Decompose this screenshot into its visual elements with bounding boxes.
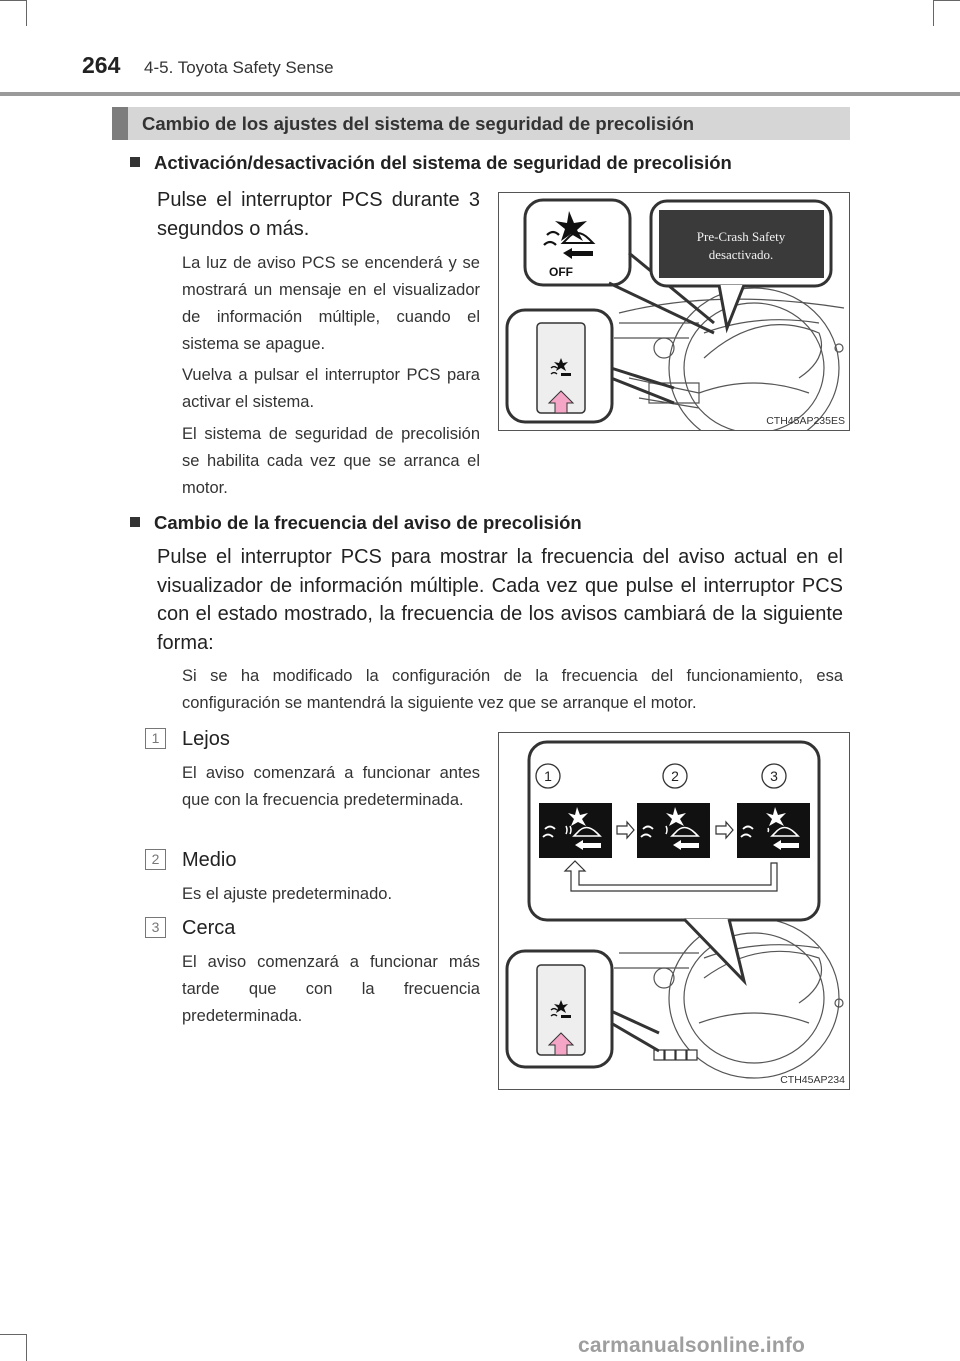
crop-mark <box>26 0 27 26</box>
header-rule <box>0 92 960 96</box>
section1-paragraph: Pulse el interruptor PCS durante 3 segundos o más. <box>157 189 480 240</box>
section2-paragraph: Pulse el interruptor PCS para mostrar la frecuencia del aviso actual en el visualizador de información múltiple. Cada vez que pulse el interruptor PCS con el estado mostrado, la frecuencia de los avisos cambiará de la siguiente forma: <box>157 546 843 654</box>
crop-mark <box>934 0 960 1</box>
square-bullet-icon <box>130 517 140 527</box>
timing-label-3: 3 <box>770 768 778 784</box>
item-desc-1: El aviso comenzará a funcionar antes que con la frecuencia predeterminada. <box>182 764 480 809</box>
timing-illustration <box>499 733 849 1089</box>
off-label: OFF <box>549 265 573 279</box>
dashboard-illustration <box>499 193 849 430</box>
figure-code: CTH45AP234 <box>780 1074 845 1086</box>
section1-note-3: El sistema de seguridad de precolisión se habilita cada vez que se arranca el motor. <box>182 425 480 497</box>
section1-note-1: La luz de aviso PCS se encenderá y se mostrará un mensaje en el visualizador de información múltiple, cuando el sistema se apague. <box>182 254 480 353</box>
screen-message-line1: Pre-Crash Safety <box>696 229 786 244</box>
topic-banner <box>112 107 850 140</box>
square-bullet-icon <box>130 157 140 167</box>
banner-title: Cambio de los ajustes del sistema de seguridad de precolisión <box>142 113 695 134</box>
section1-heading: Activación/desactivación del sistema de seguridad de precolisión <box>130 152 732 174</box>
figure-pcs-off <box>498 192 850 431</box>
item-title-2: Medio <box>182 849 237 871</box>
section2-heading: Cambio de la frecuencia del aviso de precolisión <box>130 512 582 534</box>
item-title-1: Lejos <box>182 728 230 750</box>
item-desc-2: Es el ajuste predeterminado. <box>182 885 393 903</box>
timing-label-2: 2 <box>671 768 679 784</box>
crop-mark <box>26 1334 27 1361</box>
figure-warning-timing <box>498 732 850 1090</box>
section1-note-2: Vuelva a pulsar el interruptor PCS para activar el sistema. <box>182 366 480 411</box>
watermark-text: carmanualsonline.info <box>578 1334 806 1357</box>
page-number: 264 <box>82 52 121 78</box>
screen-message-line2: desactivado. <box>708 247 774 262</box>
crop-mark <box>933 0 934 26</box>
section-title: 4-5. Toyota Safety Sense <box>144 58 334 77</box>
crop-mark <box>0 1334 26 1335</box>
item-desc-3: El aviso comenzará a funcionar más tarde que con la frecuencia predeterminada. <box>182 953 480 1025</box>
figure-code: CTH45AP235ES <box>766 415 845 427</box>
timing-label-1: 1 <box>544 768 552 784</box>
item-title-3: Cerca <box>182 917 236 939</box>
item-number-3: 3 <box>145 917 166 938</box>
item-number-1: 1 <box>145 728 166 749</box>
item-number-2: 2 <box>145 849 166 870</box>
section2-note: Si se ha modificado la configuración de la frecuencia del funcionamiento, esa configuración se mantendrá la siguiente vez que se arranque el motor. <box>182 667 843 712</box>
crop-mark <box>0 0 26 1</box>
